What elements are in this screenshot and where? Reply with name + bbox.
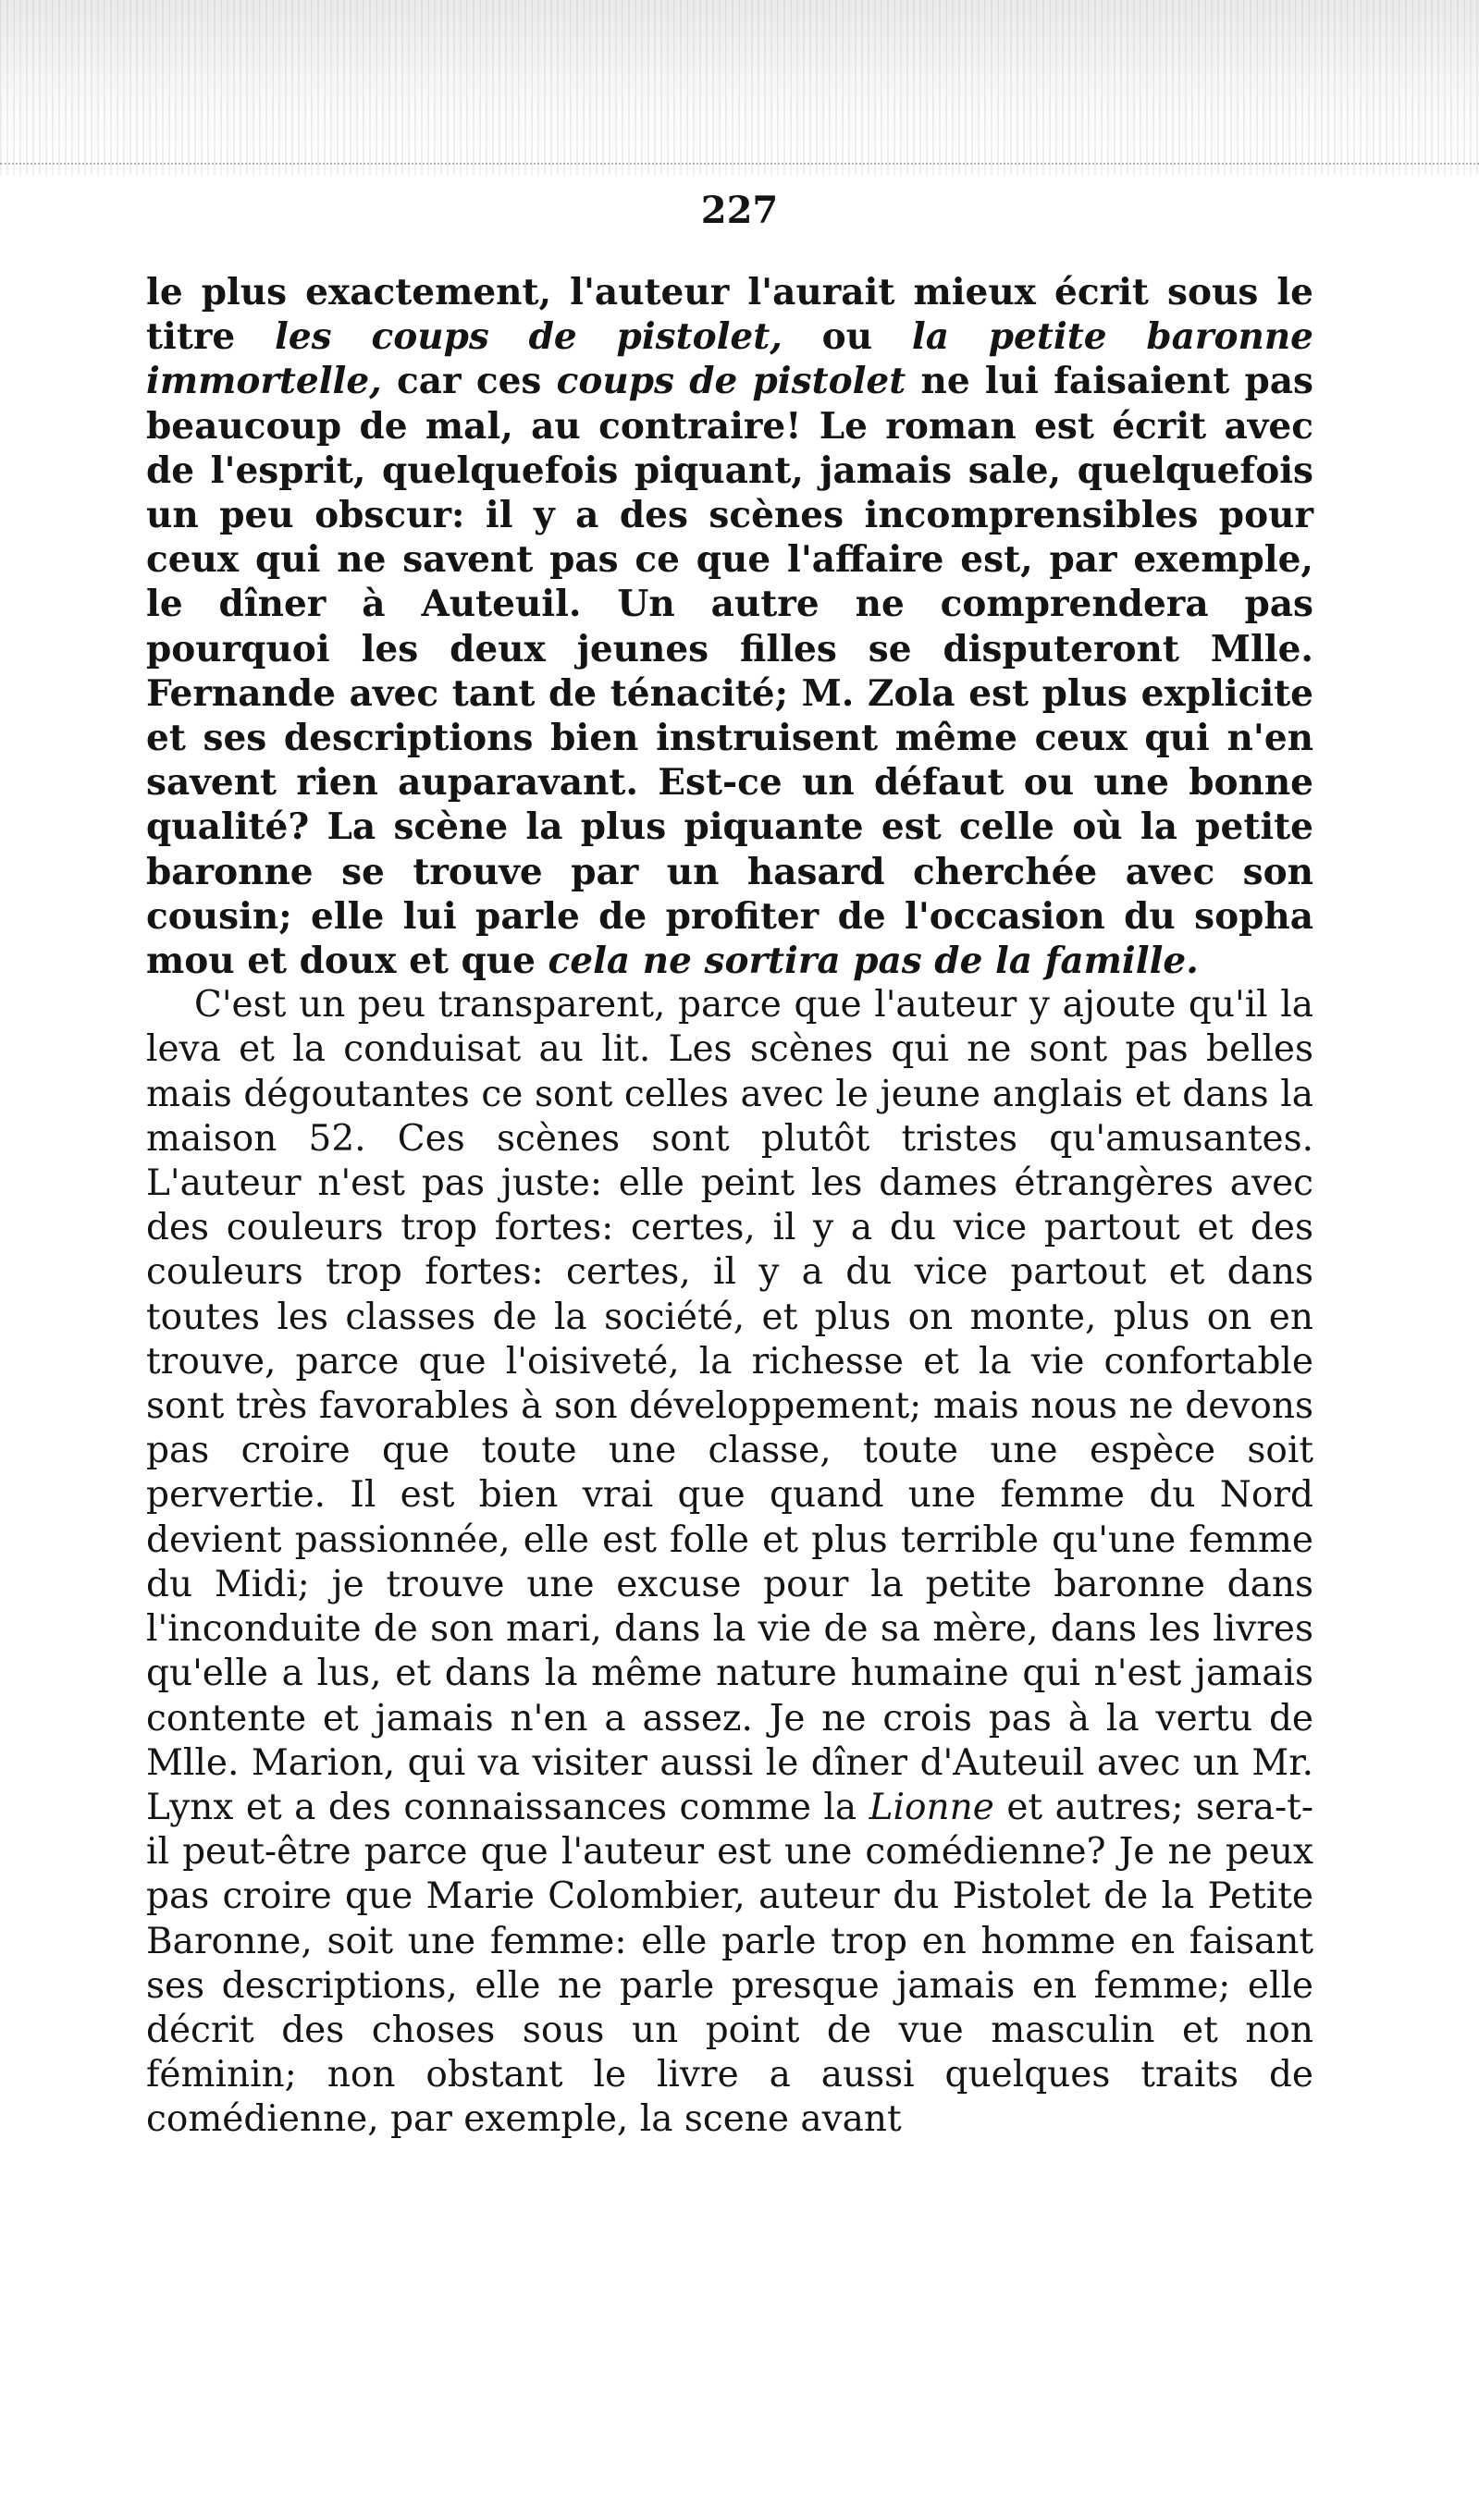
page-number: 227 [700,189,779,232]
paragraph-1-run-1: le plus exactement, l'auteur l'aurait mieux écrit sous le titre [146,271,1313,359]
italic-lionne: Lionne [869,1786,994,1828]
paragraph-1-run-7: ne lui faisaient pas beaucoup de mal, au contraire! Le roman est écrit avec de l'esprit, quelquefois piquant, jamais sale, quelquefois un peu obscur: il y a des scènes incomprensibles pour ceux qui ne savent pas ce que l'affaire est, par exemple, le dîner à Auteuil. Un autre ne comprendera pas pourquoi les deux jeunes filles se disputeront Mlle. Fernande avec tant de ténacité; M. Zola est plus explicite et ses descriptions bien instruisent même ceux qui n'en savent rien auparavant. Est-ce un défaut ou une bonne qualité? La scène la plus piquante est celle où la petite baronne se trouve par un hasard cherchée avec son cousin; elle lui parle de profiter de l'occasion du sopha mou et doux et que [146,360,1313,983]
paragraph-1-run-3: ou [782,315,912,359]
paragraph-1 [146,270,1313,983]
italic-coups-de-pistolet: coups de pistolet [556,360,906,403]
paragraph-2 [146,983,1313,2142]
paragraph-2-run-3: et autres; sera-t-il peut-être parce que l'auteur est une comédienne? Je ne peux pas croire que Marie Colombier, auteur du Pistolet de la Petite Baronne, soit une femme: elle parle trop en homme en faisant ses descriptions, elle ne parle presque jamais en femme; elle décrit des choses sous un point de vue masculin et non féminin; non obstant le livre a aussi quelques traits de comédienne, par exemple, la scene avant [146,1786,1314,2141]
italic-quote-famille: cela ne sortira pas de la famille. [548,940,1199,983]
italic-title-coups-de-pistolet: les coups de pistolet, [275,315,783,359]
paragraph-1-run-5: car ces [381,360,557,403]
scan-edge-shading [0,0,1479,176]
italic-title-petite-baronne: la petite baronne immortelle, [146,315,1313,403]
body-text [146,270,1313,2143]
paragraph-2-run-1: C'est un peu transparent, parce que l'auteur y ajoute qu'il la leva et la conduisat au lit. Les scènes qui ne sont pas belles mais dégoutantes ce sont celles avec le jeune anglais et dans la maison 52. Ces scènes sont plutôt tristes qu'amusantes. L'auteur n'est pas juste: elle peint les dames étrangères avec des couleurs trop fortes: certes, il y a du vice partout et des couleurs trop fortes: certes, il y a du vice partout et dans toutes les classes de la société, et plus on monte, plus on en trouve, parce que l'oisiveté, la richesse et la vie confortable sont très favorables à son développement; mais nous ne devons pas croire que toute une classe, toute une espèce soit pervertie. Il est bien vrai que quand une femme du Nord devient passionnée, elle est folle et plus terrible qu'une femme du Midi; je trouve une excuse pour la petite baronne dans l'inconduite de son mari, dans la vie de sa mère, dans les livres qu'elle a lus, et dans la même nature humaine qui n'est jamais contente et jamais n'en a assez. Je ne crois pas à la vertu de Mlle. Marion, qui va visiter aussi le dîner d'Auteuil avec un Mr. Lynx et a des connaissances comme la [146,984,1313,1828]
